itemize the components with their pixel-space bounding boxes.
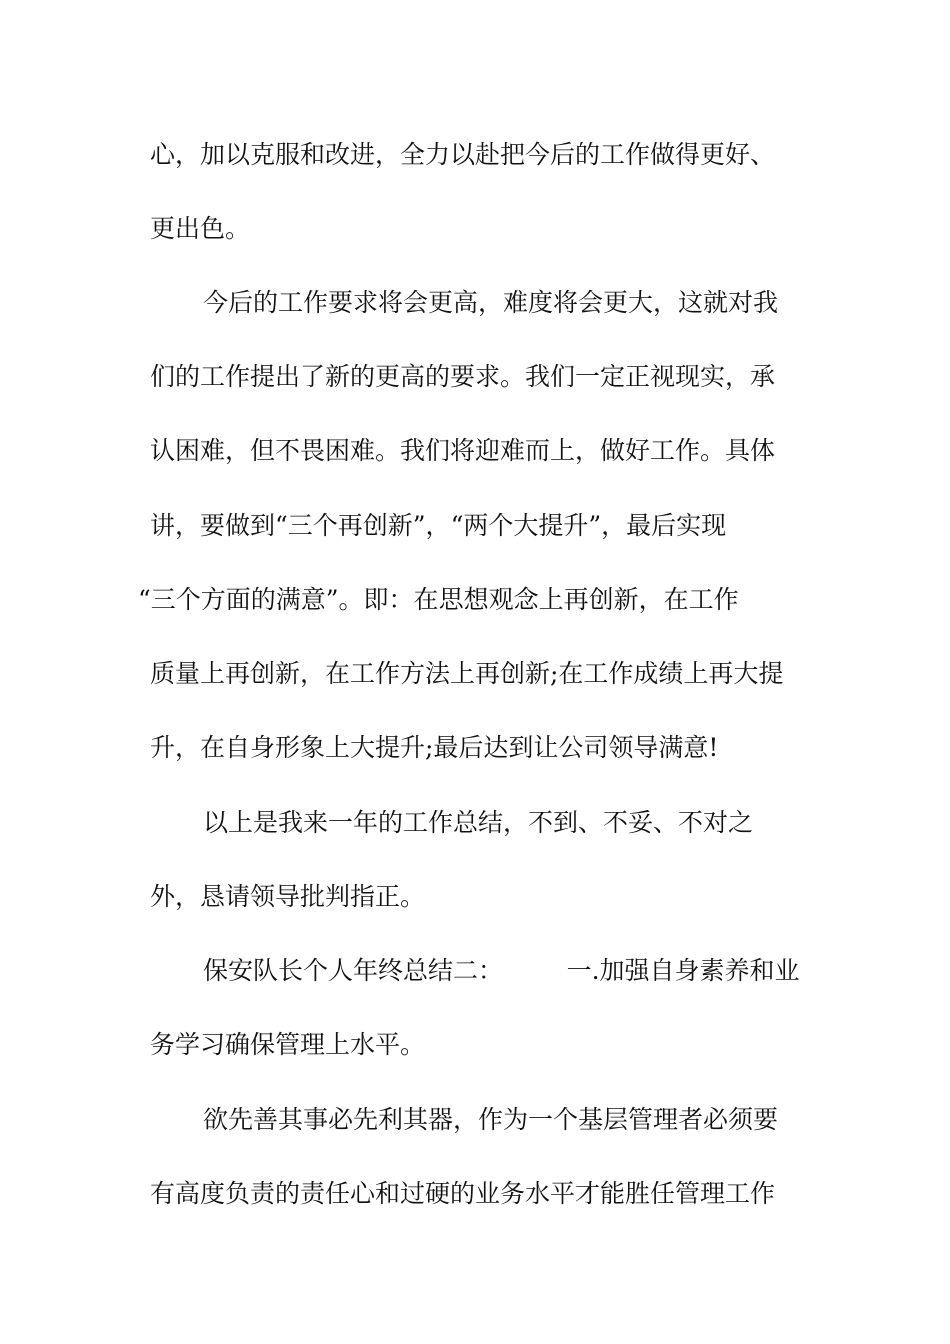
text-line-8: 质量上再创新，在工作方法上再创新;在工作成绩上再大提 bbox=[150, 659, 784, 688]
text-line-9: 升，在自身形象上大提升;最后达到让公司领导满意! bbox=[150, 733, 719, 762]
paragraph-start-line: 以上是我来一年的工作总结，不到、不妥、不对之 bbox=[203, 808, 754, 837]
text-line-11: 外，恳请领导批判指正。 bbox=[150, 882, 426, 911]
paragraph-start-line: 欲先善其事必先利其器，作为一个基层管理者必须要 bbox=[203, 1105, 779, 1134]
text-line-6: 讲，要做到“三个再创新”，“两个大提升”，最后实现 bbox=[150, 511, 727, 540]
text-line-15: 有高度负责的责任心和过硬的业务水平才能胜任管理工作 bbox=[150, 1179, 776, 1208]
text-line-13: 务学习确保管理上水平。 bbox=[150, 1030, 426, 1059]
paragraph-start-line: 今后的工作要求将会更高，难度将会更大，这就对我 bbox=[203, 288, 779, 317]
text-line-1: 心，加以克服和改进，全力以赴把今后的工作做得更好、 bbox=[150, 140, 776, 169]
text-line-5: 认困难，但不畏困难。我们将迎难而上，做好工作。具体 bbox=[150, 436, 776, 465]
text-line-2: 更出色。 bbox=[150, 214, 251, 243]
text-line-4: 们的工作提出了新的更高的要求。我们一定正视现实，承 bbox=[150, 362, 776, 391]
section-heading-line: 保安队长个人年终总结二： 一.加强自身素养和业 bbox=[203, 956, 800, 985]
text-line-7: “三个方面的满意”。即：在思想观念上再创新，在工作 bbox=[138, 585, 739, 614]
